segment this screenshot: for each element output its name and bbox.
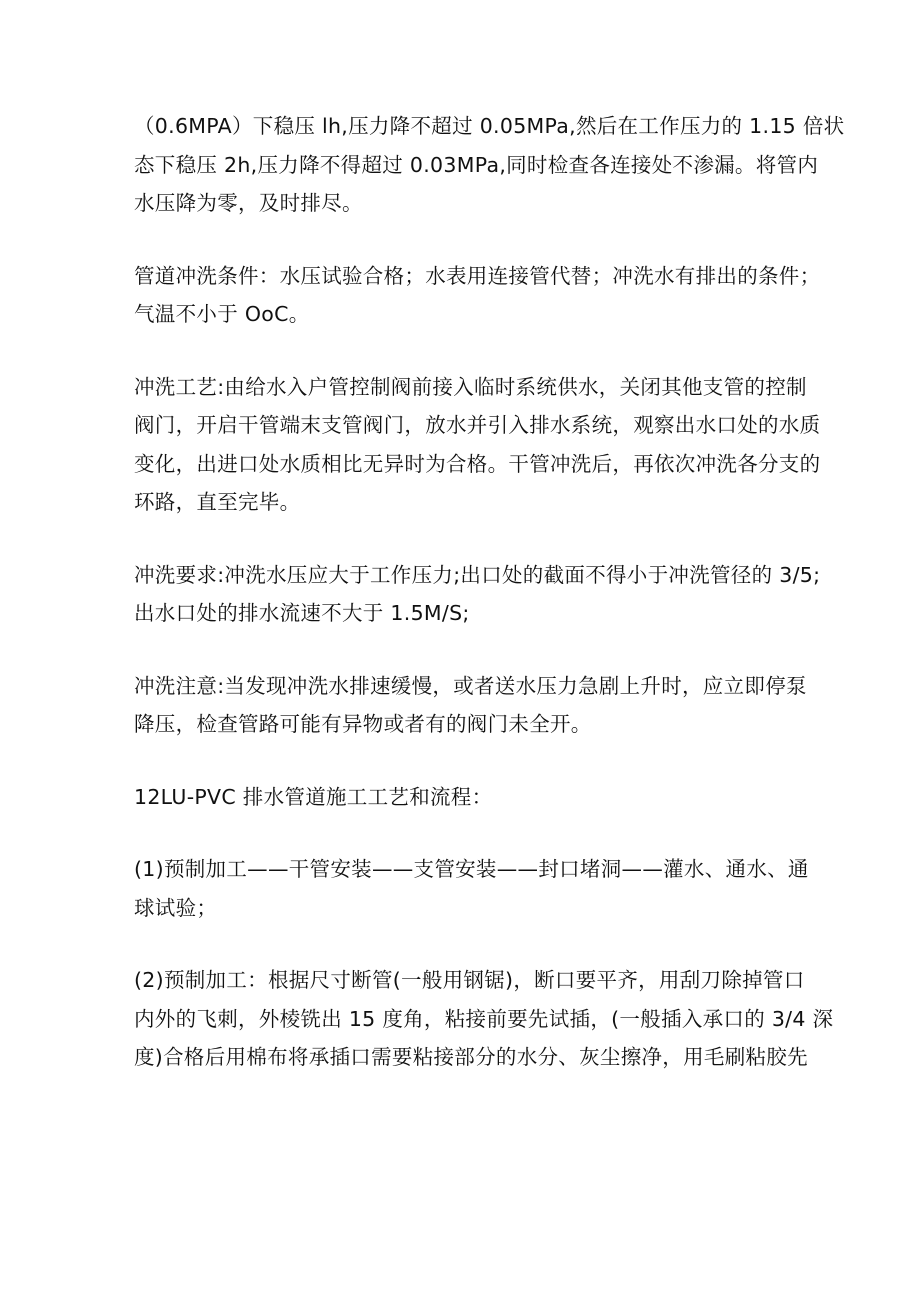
text-line: 管道冲洗条件：水压试验合格；水表用连接管代替；冲洗水有排出的条件； bbox=[134, 263, 821, 288]
section-heading: 12LU-PVC 排水管道施工工艺和流程： bbox=[134, 784, 493, 809]
text-line: 态下稳压 2h,压力降不得超过 0.03MPa,同时检查各连接处不渗漏。将管内 bbox=[134, 152, 819, 177]
text-line: 变化，出进口处水质相比无异时为合格。干管冲洗后，再依次冲洗各分支的 bbox=[134, 451, 821, 476]
paragraph-section-heading bbox=[134, 778, 800, 817]
text-line: 阀门，开启干管端末支管阀门，放水并引入排水系统，观察出水口处的水质 bbox=[134, 413, 821, 437]
text-line: 冲洗要求:冲洗水压应大于工作压力;出口处的截面不得小于冲洗管径的 3/5; bbox=[134, 562, 821, 587]
text-line: 降压，检查管路可能有异物或者有的阀门未全开。 bbox=[134, 712, 592, 736]
text-line: （0.6MPA）下稳压 lh,压力降不超过 0.05MPa,然后在工作压力的 1.15 倍状 bbox=[134, 114, 845, 138]
paragraph-flush-conditions bbox=[134, 257, 821, 334]
paragraph-flush-notes bbox=[134, 667, 807, 744]
text-line: 内外的飞刺，外棱铣出 15 度角，粘接前要先试插，(一般插入承口的 3/4 深 bbox=[134, 1006, 834, 1031]
text-line: (2)预制加工：根据尺寸断管(一般用钢锯)，断口要平齐，用刮刀除掉管口 bbox=[134, 968, 805, 992]
text-line: 水压降为零，及时排尽。 bbox=[134, 191, 363, 215]
paragraph-flush-process bbox=[134, 368, 821, 522]
text-line: 出水口处的排水流速不大于 1.5M/S; bbox=[134, 601, 470, 625]
text-line: (1)预制加工——干管安装——支管安装——封口堵洞——灌水、通水、通 bbox=[134, 857, 809, 881]
text-line: 气温不小于 OoC。 bbox=[134, 302, 310, 326]
text-line: 球试验； bbox=[134, 895, 218, 920]
text-line: 环路，直至完毕。 bbox=[134, 490, 301, 514]
paragraph-step-2 bbox=[134, 961, 834, 1077]
text-line: 度)合格后用棉布将承插口需要粘接部分的水分、灰尘擦净，用毛刷粘胶先 bbox=[134, 1045, 808, 1069]
paragraph-flush-requirements bbox=[134, 556, 821, 633]
paragraph-step-1 bbox=[134, 850, 809, 927]
text-line: 冲洗注意:当发现冲洗水排速缓慢，或者送水压力急剧上升时，应立即停泵 bbox=[134, 673, 807, 698]
paragraph-pressure-test bbox=[134, 107, 845, 223]
text-line: 冲洗工艺:由给水入户管控制阀前接入临时系统供水，关闭其他支管的控制 bbox=[134, 374, 807, 399]
